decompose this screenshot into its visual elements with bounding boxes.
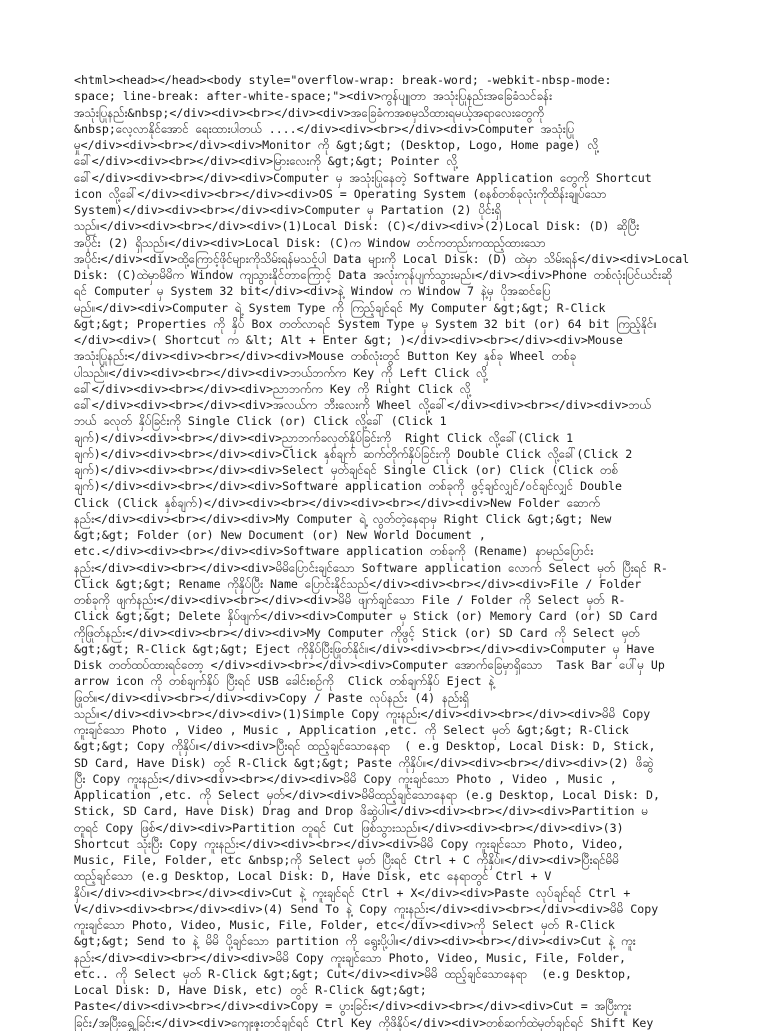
source-line: Click &gt;&gt; Rename ကိုနှိပ်ပြီး Name ပြောင်းနိုင်သည်</div><div><br></div><div>File / Folder: [74, 576, 642, 591]
source-line: ပြီး Copy ကူးနည်း</div><div><br></div><div>မိမိ Copy ကူးချင်သော Photo , Video , Music ,: [74, 771, 617, 786]
source-line: ချက်)</div><div><br></div><div>Software application တစ်ခုကို ဖွင့်ချင်လျှင်/ဝင်ချင်လျှင် Double: [74, 479, 622, 494]
source-line: တစ်ခုကို ဖျက်နည်း</div><div><br></div><div>မိမိ ဖျက်ချင်သော File / Folder ကို Select မှတ် R-: [74, 593, 626, 607]
source-line: ချက်)</div><div><br></div><div>ညာဘက်ခလုတ်နှိပ်ခြင်းကို Right Click လို့ခေါ်(Click 1: [74, 430, 574, 445]
source-line: Music, File, Folder, etc &nbsp;ကို Select မှတ် ပြီးရင် Ctrl + C ကိုနှိပ်။</div><div>ပြီးရင်မိမိ: [74, 853, 619, 867]
source-line: သည်။</div><div><br></div><div>(1)Local Disk: (C)</div><div>(2)Local Disk: (D) ဆိုပြီး: [74, 219, 640, 234]
source-line: ကိုဖြုတ်နည်း</div><div><br></div><div>My Computer ကိုဖွင့် Stick (or) SD Card ကို Select မှတ်: [74, 625, 640, 640]
source-line: အပိုင်း (2) ရှိသည်။</div><div>Local Disk: (C)က Window တင်ကတည်းကထည့်ထားသော: [74, 235, 546, 250]
source-line: Stick, SD Card, Have Disk) Drag and Drop ဖိဆွဲပါ။</div><div><br></div><div>Partition မ: [74, 804, 649, 819]
source-line: ဘယ် ခလုတ် နှိပ်ခြင်းကို Single Click (or) Click လို့ခေါ် (Click 1: [74, 414, 447, 429]
source-line: <html><head></head><body style="overflow-wrap: break-word; -webkit-nbsp-mode:: [74, 73, 612, 87]
source-line: SD Card, Have Disk) တွင် R-Click &gt;&gt; Paste ကိုနှိပ်။</div><div><br></div><div>(2) ဖိဆွဲ: [74, 755, 654, 770]
source-line: &gt;&gt; Send to နဲ့ မိမိ ပို့ချင်သော partition ကို ရွေးပို့ပါ။</div><div><br></div><div>Cut နဲ့ ကူး: [74, 934, 636, 949]
source-line: နည်း</div><div><br></div><div>မိမိပြောင်းချင်သော Software application လောက် Select မှတ် ပြီးရင် R-: [74, 560, 668, 575]
source-line: ခေါ်</div><div><br></div><div>အလယ်က ဘီးလေးကို Wheel လို့ခေါ်</div><div><br></div><div>ဘယ်: [74, 398, 651, 412]
source-line: ချက်)</div><div><br></div><div>Click နှစ်ချက် ဆက်တိုက်နှိပ်ခြင်းကို Double Click လို့ခေါ်(Click 2: [74, 446, 633, 461]
source-line: &gt;&gt; R-Click &gt;&gt; Eject ကိုနှိပ်ပြီးဖြုတ်နိုင်။</div><div><br></div><div>Computer မှ Have: [74, 641, 655, 656]
source-line: နည်း</div><div><br></div><div>မိမိ Copy ကူးချင်သော Photo, Video, Music, File, Folder,: [74, 950, 626, 965]
source-line: ရင် Computer မှ System 32 bit</div><div>နဲ့ Window က Window 7 နဲ့မှ ပိုအဆင်ပြေ: [74, 284, 551, 299]
source-line: နည်း</div><div><br></div><div>My Computer ရဲ့ လွတ်တဲ့နေရာမှ Right Click &gt;&gt; New: [74, 511, 612, 526]
source-line: etc.. ကို Select မှတ် R-Click &gt;&gt; Cut</div><div>မိမိ ထည့်ချင်သောနေရာ (e.g Desktop,: [74, 966, 633, 981]
source-line: Click &gt;&gt; Delete နှိပ်ဖျက်</div><div>Computer မှ Stick (or) Memory Card (or) SD Card: [74, 609, 658, 624]
source-line: etc.</div><div><br></div><div>Software application တစ်ခုကို (Rename) နာမည်ပြောင်း: [74, 544, 594, 559]
source-line: Disk တတ်ထပ်ထားရင်တော့ </div><div><br></div><div>Computer အောက်ခြေမှာရှိသော Task Bar ပေါ်မှ Up: [74, 658, 665, 672]
html-source-document: [74, 72, 696, 1031]
source-line: မည်။</div><div>Computer ရဲ့ System Type ကို ကြည့်ချင်ရင် My Computer &gt;&gt; R-Click: [74, 300, 606, 315]
source-line: &gt;&gt; Folder (or) New Document (or) New World Document ,: [74, 528, 486, 542]
source-line: Shortcut သုံးပြီး Copy ကူးနည်း</div><div><br></div><div>မိမိ Copy ကူးချင်သော Photo, Video,: [74, 836, 625, 851]
source-line: ထည့်ချင်သော (e.g Desktop, Local Disk: D, Have Disk, etc နေရာတွင် Ctrl + V: [74, 869, 552, 884]
source-line: </div><div>( Shortcut က &lt; Alt + Enter &gt; )</div><div><br></div><div>Mouse: [74, 333, 623, 347]
source-line: icon လို့ခေါ်</div><div><br></div><div>OS = Operating System (စနစ်တစ်ခုလုံးကိုထိန်းချုပ်သော: [74, 186, 607, 201]
source-line: တူရင် Copy ဖြစ်</div><div>Partition တူရင် Cut ဖြစ်သွားသည်။</div><div><br></div><div>(3): [74, 820, 624, 835]
source-line: သည်။</div><div><br></div><div>(1)Simple Copy ကူးနည်း</div><div><br></div><div>မိမိ Copy: [74, 706, 651, 721]
source-line: System)</div><div><br></div><div>Computer မှ Partation (2) ပိုင်းရှိ: [74, 203, 502, 217]
source-line: ဖြုတ်။</div><div><br></div><div>Copy / Paste လုပ်နည်း (4) နည်းရှိ: [74, 690, 469, 705]
source-line: Click (Click နှစ်ချက်)</div><div><br></div><div><br></div><div>New Folder ဆောက်: [74, 495, 601, 510]
source-line: space; line-break: after-white-space;"><div>ကွန်ပျူတာ အသုံးပြုနည်းအခြေခံသင်ခန်း: [74, 89, 553, 104]
source-line: &gt;&gt; Properties ကို နှိပ် Box တတ်လာရင် System Type မှ System 32 bit (or) 64 bit ကြည့်နိုင်။: [74, 316, 657, 331]
source-line: Paste</div><div><br></div><div>Copy = ပွားခြင်း</div><div><br></div><div>Cut = အပြီးကူး: [74, 999, 632, 1014]
source-line: မှု</div><div><br></div><div>Monitor ကို &gt;&gt; (Desktop, Logo, Home page) လို့: [74, 138, 599, 152]
source-line: &nbsp;လေ့လာနိုင်အောင် ရေးထားပါတယ် ....</div><div><br></div><div>Computer အသုံးပြု: [74, 121, 575, 136]
source-line: V</div><div><br></div><div>(4) Send To နဲ့ Copy ကူးနည်း</div><div><br></div><div>မိမိ Copy: [74, 901, 659, 916]
source-line: နှိပ်။</div><div><br></div><div>Cut နဲ့ ကူးချင်ရင် Ctrl + X</div><div>Paste လုပ်ချင်ရင် Ctrl +: [74, 885, 631, 900]
source-line: အသုံးပြုနည်း&nbsp;</div><div><br></div><div>အခြေခံကအစမှသိထားရမယ့်အရာလေးတွေကို: [74, 105, 544, 120]
source-line: Local Disk: D, Have Disk, etc) တွင် R-Click &gt;&gt;: [74, 983, 427, 997]
source-line: ကူးချင်သော Photo , Video , Music , Application ,etc. ကို Select မှတ် &gt;&gt; R-Click: [74, 723, 629, 737]
source-line: ချက်)</div><div><br></div><div>Select မှတ်ချင်ရင် Single Click (or) Click (Click တစ်: [74, 463, 618, 477]
source-line: ခေါ်</div><div><br></div><div>Computer မှ အသုံးပြုနေတဲ့ Software Application တွေကို Shortcut: [74, 170, 652, 185]
source-line: ကူးချင်သော Photo, Video, Music, File, Folder, etc</div><div>ကို Select မှတ် R-Click: [74, 918, 615, 932]
source-line: ခေါ်</div><div><br></div><div>မြားလေးကို &gt;&gt; Pointer လို့: [74, 154, 458, 169]
source-line: ခေါ်</div><div><br></div><div>ညာဘက်က Key ကို Right Click လို့: [74, 381, 471, 396]
source-line: အပိုင်း</div><div>ထို့ကြောင့်ဖိုင်များကိုသိမ်းရန်မသင့်ပါ Data များကို Local Disk: (D) ထဲမှာ သိမ်းရန်</div><div>Local: [74, 251, 690, 266]
source-line: အသုံးပြုနည်း</div><div><br></div><div>Mouse တစ်လုံးတွင် Button Key နှစ်ခု Wheel တစ်ခု: [74, 349, 577, 364]
source-line: &gt;&gt; Copy ကိုနှိပ်။</div><div>ပြီးရင် ထည့်ချင်သောနေရာ ( e.g Desktop, Local Disk: D, Stick,: [74, 739, 656, 754]
source-line: arrow icon ကို တစ်ချက်နှိပ် ပြီးရင် USB ခေါင်းစဉ်ကို Click တစ်ချက်နှိပ် Eject နဲ့: [74, 674, 495, 689]
source-line: Application ,etc. ကို Select မှတ်</div><div>မိမိထည့်ချင်သောနေရာ (e.g Desktop, Local Disk: D,: [74, 788, 660, 802]
source-line: ပါသည်။</div><div><br></div><div>ဘယ်ဘက်က Key ကို Left Click လို့: [74, 365, 488, 380]
source-line: Disk: (C)ထဲမှာမိမိက Window ကျသွားနိုင်တာကြောင့် Data အလုံးကုန်ပျက်သွားမည်။</div><div>Phone တစ်လုံးပြင်ယင်းဆို: [74, 268, 673, 282]
source-line: ခြင်း/အပြီးရွှေ့ခြင်း</div><div>ကျေးဇူးတင်ချင်ရင် Ctrl Key ကိုဖိနှိပ်</div><div>တစ်ဆက်ထဲမှတ်ချင်ရင် Shift Key: [74, 1015, 654, 1030]
